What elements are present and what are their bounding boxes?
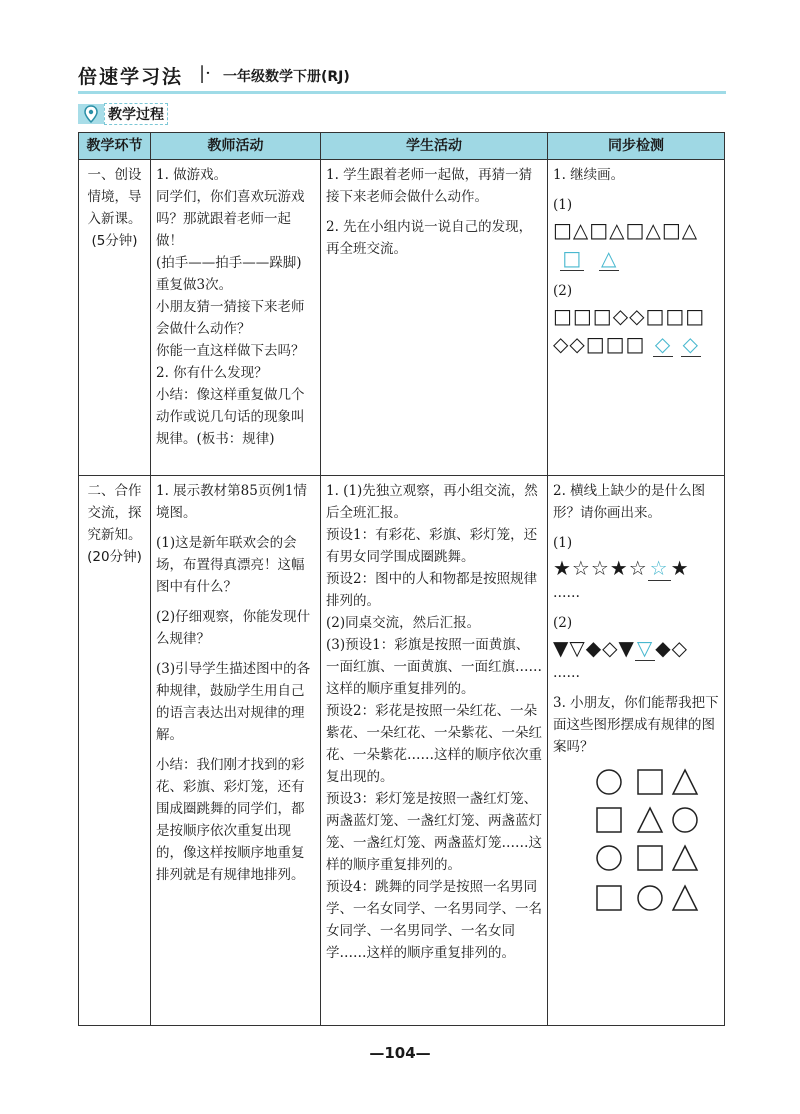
student-text: 预设2：图中的人和物都是按照规律排列的。 — [326, 571, 538, 609]
table-header-row — [79, 133, 725, 160]
stage-line: 二、合作 — [87, 483, 142, 499]
shape-grid-figure — [593, 766, 713, 918]
triangle-diamond-sequence — [553, 634, 719, 662]
stage-cell — [79, 160, 151, 476]
teacher-text: 你能一直这样做下去吗？ — [156, 343, 305, 359]
col-student: 学生活动 — [321, 133, 548, 160]
teacher-text: 1. 做游戏。 — [156, 167, 228, 183]
check-question: 2. 横线上缺少的是什么图形？请你画出来。 — [553, 483, 706, 521]
col-check: 同步检测 — [548, 133, 725, 160]
student-text: 预设2：彩花是按照一朵红花、一朵紫花、一朵红花、一朵紫花、一朵红花、一朵紫花……这样的顺序依次重复出现的。 — [326, 703, 542, 785]
answer-triangle-icon: ▽ — [636, 636, 654, 660]
teacher-text: 1. 展示教材第85页例1情境图。 — [156, 483, 307, 521]
page-header — [78, 62, 726, 90]
check-part: (2) — [553, 615, 573, 631]
teacher-text: (3)引导学生描述图中的各种规律，鼓励学生用自己的语言表达出对规律的理解。 — [156, 661, 311, 743]
student-text: (2)同桌交流，然后汇报。 — [326, 615, 481, 631]
shape-text: □△□△□△□△ — [553, 218, 699, 242]
shape-sequence — [553, 330, 719, 358]
shape-text: ▼▽◆◇▼ — [553, 636, 635, 660]
check-cell — [548, 160, 725, 476]
shape-text: □□□◇◇□□□ — [553, 304, 706, 328]
stage-line: 一、创设 — [87, 167, 142, 183]
teacher-text: (2)仔细观察，你能发现什么规律？ — [156, 609, 311, 647]
ellipsis: …… — [553, 665, 580, 681]
student-text: 预设3：彩灯笼是按照一盏红灯笼、两盏蓝灯笼、一盏红灯笼、两盏蓝灯笼、一盏红灯笼、两盏蓝灯笼……这样的顺序重复排列的。 — [326, 791, 542, 873]
star-sequence — [553, 554, 719, 582]
section-title: 教学过程 — [104, 103, 168, 125]
stage-line: (5分钟) — [91, 233, 138, 249]
triangle-icon — [638, 808, 662, 832]
triangle-icon — [673, 846, 697, 870]
teacher-cell — [151, 476, 321, 1026]
shape-text: ★ — [670, 556, 690, 580]
square-icon — [638, 770, 662, 794]
circle-icon — [673, 808, 697, 832]
teacher-cell — [151, 160, 321, 476]
section-heading — [78, 103, 168, 125]
circle-icon — [597, 770, 621, 794]
teacher-text: 小结：像这样重复做几个动作或说几句话的现象叫规律。(板书：规律) — [156, 387, 305, 447]
header-rule — [78, 91, 726, 94]
brand-title: 倍速学习法 — [78, 66, 184, 88]
triangle-icon — [673, 886, 697, 910]
shape-text: ★☆☆★☆ — [553, 556, 648, 580]
check-cell — [548, 476, 725, 1026]
student-text: 预设1：有彩花、彩旗、彩灯笼，还有男女同学围成圈跳舞。 — [326, 527, 538, 565]
teacher-text: (1)这是新年联欢会的会场，布置得真漂亮！这幅图中有什么？ — [156, 535, 305, 595]
stage-line: (20分钟) — [87, 549, 142, 565]
answer-square-icon: □ — [562, 246, 583, 270]
shape-sequence — [553, 216, 719, 244]
shape-answers — [553, 244, 719, 272]
square-icon — [597, 886, 621, 910]
book-title: 一年级数学下册(RJ) — [223, 69, 350, 85]
teacher-text: (拍手——拍手——跺脚)重复做3次。 — [156, 255, 302, 293]
teacher-text: 小朋友猜一猜接下来老师会做什么动作？ — [156, 299, 305, 337]
student-text: 2. 先在小组内说一说自己的发现，再全班交流。 — [326, 219, 533, 257]
header-separator: |· — [199, 63, 211, 84]
shape-text: ◆◇ — [655, 636, 689, 660]
teacher-text: 小结：我们刚才找到的彩花、彩旗、彩灯笼，还有围成圈跳舞的同学们，都是按顺序依次重复出现的，像这样按顺序地重复排列就是有规律地排列。 — [156, 757, 305, 883]
stage-cell — [79, 476, 151, 1026]
check-title: 1. 继续画。 — [553, 167, 625, 183]
check-part: (1) — [553, 197, 573, 213]
shape-text: ◇◇□□□ — [553, 332, 646, 356]
col-stage: 教学环节 — [79, 133, 151, 160]
teacher-text: 同学们，你们喜欢玩游戏吗？那就跟着老师一起做！ — [156, 189, 305, 249]
student-text: 1. 学生跟着老师一起做，再猜一猜接下来老师会做什么动作。 — [326, 167, 533, 205]
stage-line: 入新课。 — [87, 211, 142, 227]
col-teacher: 教师活动 — [151, 133, 321, 160]
page-number: —104— — [369, 1044, 431, 1062]
student-cell — [321, 476, 548, 1026]
student-text: 1. (1)先独立观察，再小组交流，然后全班汇报。 — [326, 483, 538, 521]
check-part: (1) — [553, 535, 573, 551]
student-text: 预设4：跳舞的同学是按照一名男同学、一名女同学、一名男同学、一名女同学、一名男同学、一名女同学……这样的顺序重复排列的。 — [326, 879, 542, 961]
student-cell — [321, 160, 548, 476]
ellipsis: …… — [553, 585, 580, 601]
answer-star-icon: ☆ — [649, 556, 669, 580]
check-part: (2) — [553, 283, 573, 299]
answer-diamond-icon: ◇ — [682, 332, 699, 356]
answer-diamond-icon: ◇ — [654, 332, 672, 356]
table-row — [79, 160, 725, 476]
shape-grid — [593, 766, 719, 925]
stage-line: 交流，探 — [87, 505, 142, 521]
square-icon — [597, 808, 621, 832]
check-question: 3. 小朋友，你们能帮我把下面这些图形摆成有规律的图案吗？ — [553, 695, 719, 755]
location-pin-icon — [82, 105, 100, 123]
stage-line: 究新知。 — [87, 527, 142, 543]
stage-line: 情境，导 — [87, 189, 142, 205]
answer-triangle-icon: △ — [600, 246, 618, 270]
circle-icon — [638, 886, 662, 910]
circle-icon — [597, 846, 621, 870]
lesson-table — [78, 132, 725, 1026]
shape-sequence — [553, 302, 719, 330]
teacher-text: 2. 你有什么发现？ — [156, 365, 268, 381]
triangle-icon — [673, 770, 697, 794]
table-row — [79, 476, 725, 1026]
student-text: (3)预设1：彩旗是按照一面黄旗、一面红旗、一面黄旗、一面红旗……这样的顺序重复排列的。 — [326, 637, 542, 697]
square-icon — [638, 846, 662, 870]
